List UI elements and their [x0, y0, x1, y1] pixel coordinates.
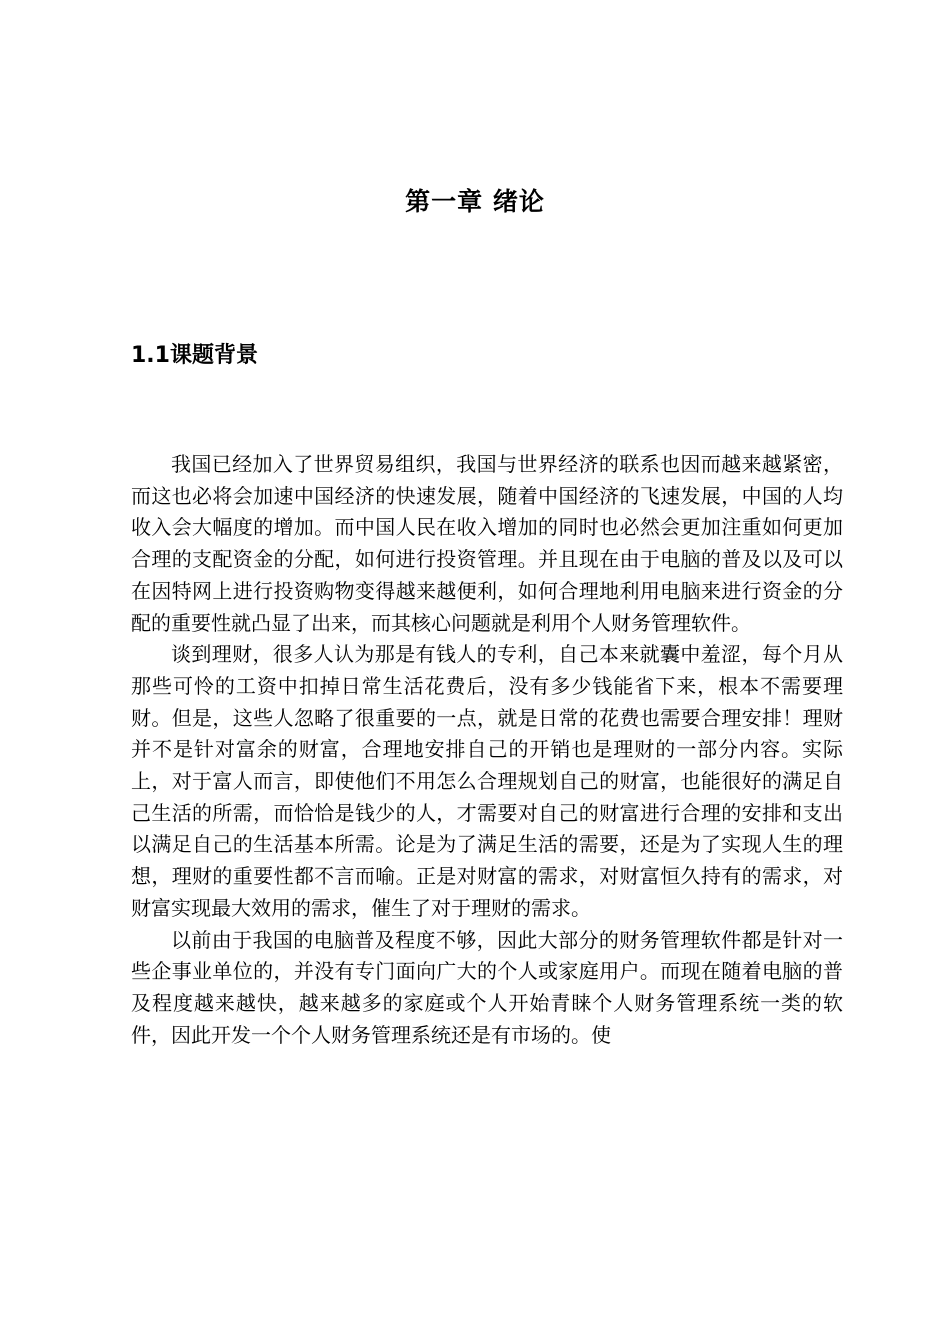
body-text — [131, 449, 843, 1051]
section-title: 1.1课题背景 — [131, 343, 258, 368]
paragraph-1: 我国已经加入了世界贸易组织，我国与世界经济的联系也因而越来越紧密，而这也必将会加速中国经济的快速发展，随着中国经济的飞速发展，中国的人均收入会大幅度的增加。而中国人民在收入增加的同时也必然会更加注重如何更加合理的支配资金的分配，如何进行投资管理。并且现在由于电脑的普及以及可以在因特网上进行投资购物变得越来越便利，如何合理地利用电脑来进行资金的分配的重要性就凸显了出来，而其核心问题就是利用个人财务管理软件。 — [131, 452, 843, 635]
paragraph-2: 谈到理财，很多人认为那是有钱人的专利，自己本来就囊中羞涩，每个月从那些可怜的工资中扣掉日常生活花费后，没有多少钱能省下来，根本不需要理财。但是，这些人忽略了很重要的一点，就是日常的花费也需要合理安排！理财并不是针对富余的财富，合理地安排自己的开销也是理财的一部分内容。实际上，对于富人而言，即使他们不用怎么合理规划自己的财富，也能很好的满足自己生活的所需，而恰恰是钱少的人，才需要对自己的财富进行合理的安排和支出以满足自己的生活基本所需。论是为了满足生活的需要，还是为了实现人生的理想，理财的重要性都不言而喻。正是对财富的需求，对财富恒久持有的需求，对财富实现最大效用的需求，催生了对于理财的需求。 — [131, 642, 843, 920]
chapter-title: 第一章 绪论 — [405, 187, 545, 216]
paragraph-3: 以前由于我国的电脑普及程度不够，因此大部分的财务管理软件都是针对一些企事业单位的，并没有专门面向广大的个人或家庭用户。而现在随着电脑的普及程度越来越快，越来越多的家庭或个人开始青睐个人财务管理系统一类的软件，因此开发一个个人财务管理系统还是有市场的。使 — [131, 927, 843, 1047]
